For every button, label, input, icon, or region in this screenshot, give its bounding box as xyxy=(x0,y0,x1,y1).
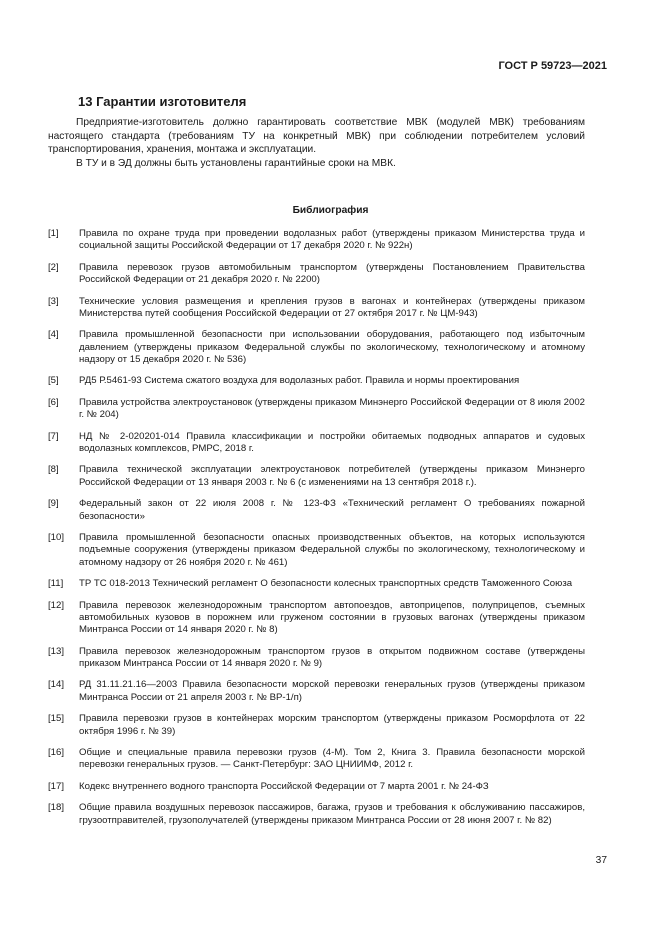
bibliography-item-number: [1] xyxy=(48,228,59,239)
bibliography-item xyxy=(48,781,585,793)
bibliography-item-text: РД5 Р.5461-93 Система сжатого воздуха для водолазных работ. Правила и нормы проектирования xyxy=(79,375,520,387)
section-paragraph: Предприятие-изготовитель должно гарантировать соответствие МВК (модулей МВК) требованиям настоящего стандарта (требованиям ТУ на конкретный МВК) при соблюдении потребителем условий транспортирования, хранения, монтажа и эксплуатации. xyxy=(48,117,585,155)
bibliography-item-text: Федеральный закон от 22 июля 2008 г. № 123-ФЗ «Технический регламент О требованиях пожарной безопасности» xyxy=(79,498,585,522)
bibliography-item xyxy=(48,646,585,671)
bibliography-item-text: Общие и специальные правила перевозки грузов (4-М). Том 2, Книга 3. Правила безопасности морской перевозки генеральных грузов. — Санкт-Петербург: ЗАО ЦНИИМФ, 2012 г. xyxy=(79,747,585,771)
bibliography-item-text: Кодекс внутреннего водного транспорта Российской Федерации от 7 марта 2001 г. № 24-ФЗ xyxy=(79,780,489,792)
bibliography-item xyxy=(48,679,585,704)
bibliography-item-number: [7] xyxy=(48,430,59,442)
bibliography-item-text: Правила перевозки грузов в контейнерах морским транспортом (утверждены приказом Росморфлота от 22 октября 1996 г. № 39) xyxy=(79,713,585,737)
bibliography-item xyxy=(48,464,585,489)
section-paragraph: В ТУ и в ЭД должны быть установлены гарантийные сроки на МВК. xyxy=(76,157,396,169)
bibliography-item xyxy=(48,329,585,366)
bibliography-item xyxy=(48,713,585,738)
page-number: 37 xyxy=(595,855,607,866)
bibliography-item-number: [8] xyxy=(48,464,59,476)
bibliography-item-text: Правила перевозок железнодорожным транспортом грузов в открытом подвижном составе (утверждены приказом Минтранса России от 14 января 2020 г. № 9) xyxy=(79,645,585,669)
bibliography-item-text: Правила технической эксплуатации электроустановок потребителей (утверждены приказом Минэнерго Российской Федерации от 13 января 2003 г. № 6 (с изменениями на 13 сентября 2018 г.). xyxy=(79,464,585,488)
bibliography-item xyxy=(48,397,585,422)
section-body xyxy=(48,116,585,170)
bibliography-item xyxy=(48,262,585,287)
bibliography-item-number: [17] xyxy=(48,780,65,792)
bibliography-item xyxy=(48,600,585,637)
bibliography-item-number: [9] xyxy=(48,498,59,510)
bibliography-item-number: [16] xyxy=(48,747,65,759)
bibliography-item xyxy=(48,802,585,827)
bibliography-item-text: ТР ТС 018-2013 Технический регламент О безопасности колесных транспортных средств Таможенного Союза xyxy=(79,578,573,590)
bibliography-item-text: Правила устройства электроустановок (утверждены приказом Минэнерго Российской Федерации от 8 июля 2002 г. № 204) xyxy=(79,396,585,421)
bibliography-item xyxy=(48,431,585,456)
bibliography-item-number: [18] xyxy=(48,802,65,814)
bibliography-item-number: [11] xyxy=(48,578,64,590)
bibliography-item xyxy=(48,532,585,569)
bibliography-item-text: Правила перевозок грузов автомобильным транспортом (утверждены Постановлением Правительства Российской Федерации от 21 декабря 2020 г. № 2200) xyxy=(79,261,585,286)
bibliography-item-number: [14] xyxy=(48,679,65,691)
standard-code: ГОСТ Р 59723—2021 xyxy=(498,60,607,72)
bibliography-item-number: [4] xyxy=(48,329,59,341)
bibliography-item-text: Общие правила воздушных перевозок пассажиров, багажа, грузов и требования к обслуживанию пассажиров, грузоотправителей, грузополучателей (утверждены приказом Минтранса России от 28 июня 2007 г. № 82) xyxy=(79,802,585,826)
bibliography-item-number: [12] xyxy=(48,599,65,611)
bibliography-item xyxy=(48,578,585,590)
bibliography-item-text: Правила промышленной безопасности опасных производственных объектов, на которых используются подъемные сооружения (утверждены приказом Федеральной службы по экологическому, технологическому и атомному надзору от 26 ноября 2020 г. № 461) xyxy=(79,532,585,568)
bibliography-list xyxy=(48,228,585,836)
bibliography-item-number: [6] xyxy=(48,396,59,408)
bibliography-item-number: [3] xyxy=(48,295,59,307)
bibliography-item-number: [15] xyxy=(48,713,65,725)
bibliography-item-number: [13] xyxy=(48,645,65,657)
bibliography-item xyxy=(48,296,585,321)
bibliography-item-number: [2] xyxy=(48,261,59,273)
bibliography-title: Библиография xyxy=(292,205,369,216)
bibliography-item-text: Технические условия размещения и крепления грузов в вагонах и контейнерах (утверждены приказом Министерства путей сообщения Российской Федерации от 27 октября 2017 г. № ЦМ-943) xyxy=(79,295,585,319)
bibliography-item xyxy=(48,375,585,387)
bibliography-item-text: Правила промышленной безопасности при использовании оборудования, работающего под избыточным давлением (утверждены приказом Федеральной службы по экологическому, технологическому и атомному надзору от 15 декабря 2020 г. № 536) xyxy=(79,329,585,365)
bibliography-item-text: Правила перевозок железнодорожным транспортом автопоездов, автоприцепов, полуприцепов, съемных автомобильных кузовов в порожнем или груженом состоянии в грузовых вагонах (утверждены приказом Минтранса России от 14 января 2020 г. № 8) xyxy=(79,599,585,636)
bibliography-item-text: НД № 2-020201-014 Правила классификации и постройки обитаемых подводных аппаратов и судовых водолазных комплексов, РМРС, 2018 г. xyxy=(79,430,585,454)
bibliography-item-number: [5] xyxy=(48,375,59,387)
bibliography-item-number: [10] xyxy=(48,532,65,544)
bibliography-item-text: РД 31.11.21.16—2003 Правила безопасности морской перевозки генеральных грузов (утверждены приказом Минтранса России от 21 апреля 2003 г. № ВР-1/п) xyxy=(79,679,585,703)
bibliography-item-text: Правила по охране труда при проведении водолазных работ (утверждены приказом Министерства труда и социальной защиты Российской Федерации от 17 декабря 2020 г. № 922н) xyxy=(79,228,585,252)
bibliography-item xyxy=(48,747,585,772)
bibliography-item xyxy=(48,228,585,253)
section-title: 13 Гарантии изготовителя xyxy=(78,94,247,109)
bibliography-item xyxy=(48,498,585,523)
